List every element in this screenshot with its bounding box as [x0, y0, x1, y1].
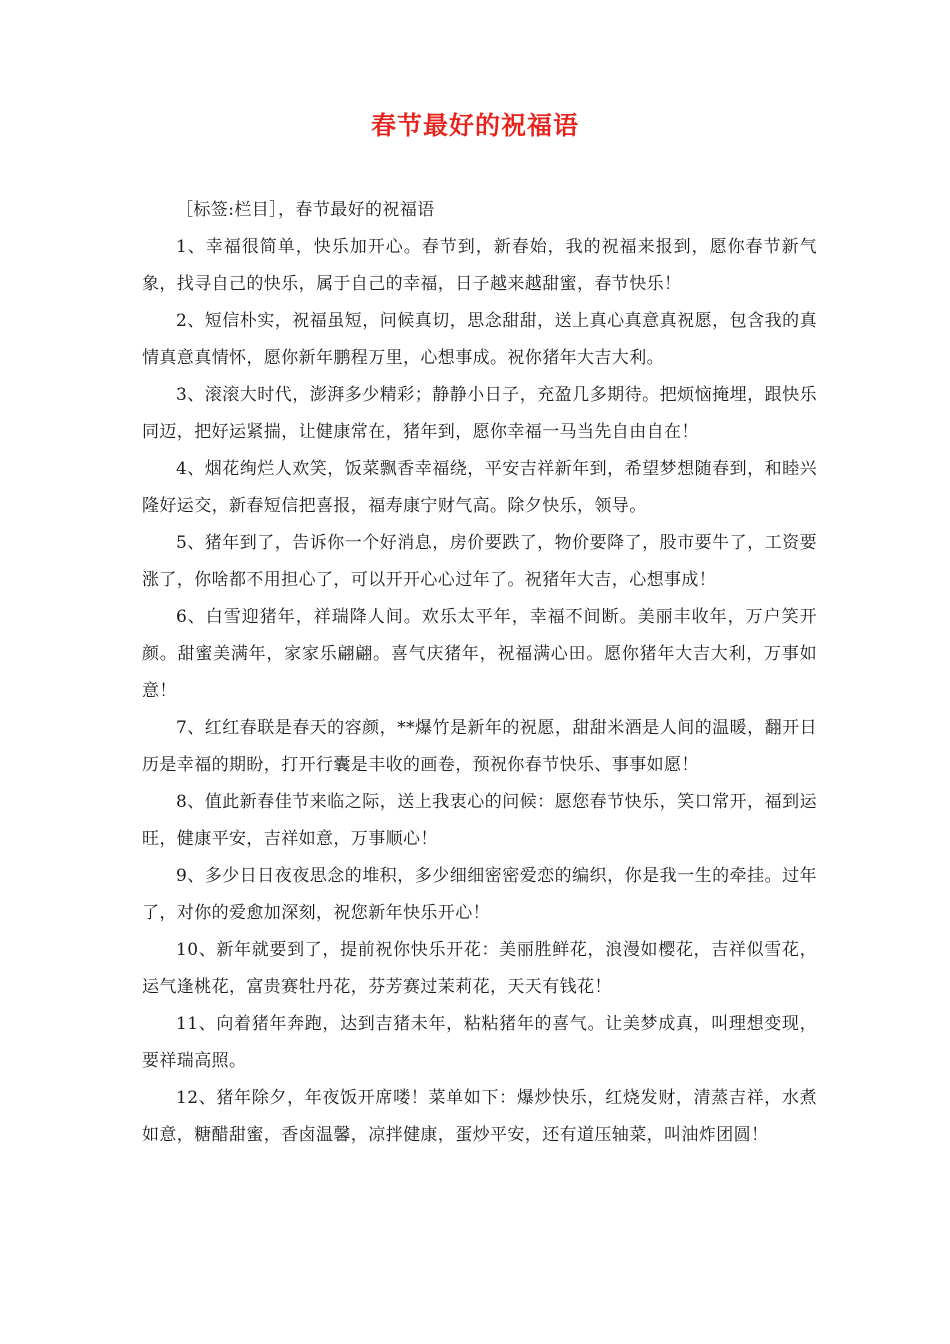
paragraph: 10、新年就要到了，提前祝你快乐开花：美丽胜鲜花，浪漫如樱花，吉祥似雪花，运气逢桃花，富贵赛牡丹花，芬芳赛过茉莉花，天天有钱花！: [142, 940, 817, 997]
paragraph: 4、烟花绚烂人欢笑，饭菜飘香幸福绕，平安吉祥新年到，希望梦想随春到，和睦兴隆好运交，新春短信把喜报，福寿康宁财气高。除夕快乐，领导。: [142, 459, 817, 516]
paragraph: 8、值此新春佳节来临之际，送上我衷心的问候：愿您春节快乐，笑口常开，福到运旺，健康平安，吉祥如意，万事顺心！: [142, 792, 817, 849]
paragraph: 11、向着猪年奔跑，达到吉猪未年，粘粘猪年的喜气。让美梦成真，叫理想变现，要祥瑞高照。: [142, 1014, 817, 1071]
paragraph: 3、滚滚大时代，澎湃多少精彩；静静小日子，充盈几多期待。把烦恼掩埋，跟快乐同迈，把好运紧揣，让健康常在，猪年到，愿你幸福一马当先自由自在！: [142, 385, 817, 442]
document-title: 春节最好的祝福语: [370, 111, 579, 140]
paragraph: 7、红红春联是春天的容颜，**爆竹是新年的祝愿，甜甜米酒是人间的温暖，翻开日历是幸福的期盼，打开行囊是丰收的画卷，预祝你春节快乐、事事如愿！: [142, 718, 817, 775]
paragraph: 5、猪年到了，告诉你一个好消息，房价要跌了，物价要降了，股市要牛了，工资要涨了，你啥都不用担心了，可以开开心心过年了。祝猪年大吉，心想事成！: [142, 533, 817, 590]
paragraph: 2、短信朴实，祝福虽短，问候真切，思念甜甜，送上真心真意真祝愿，包含我的真情真意真情怀，愿你新年鹏程万里，心想事成。祝你猪年大吉大利。: [142, 311, 817, 368]
tagline: ［标签:栏目］，春节最好的祝福语: [176, 200, 435, 220]
paragraph: 12、猪年除夕，年夜饭开席喽！菜单如下：爆炒快乐，红烧发财，清蒸吉祥，水煮如意，糖醋甜蜜，香卤温馨，凉拌健康，蛋炒平安，还有道压轴菜，叫油炸团圆！: [142, 1088, 817, 1145]
paragraph: 9、多少日日夜夜思念的堆积，多少细细密密爱恋的编织，你是我一生的牵挂。过年了，对你的爱愈加深刻，祝您新年快乐开心！: [142, 866, 817, 923]
paragraph: 1、幸福很简单，快乐加开心。春节到，新春始，我的祝福来报到，愿你春节新气象，找寻自己的快乐，属于自己的幸福，日子越来越甜蜜，春节快乐！: [142, 237, 817, 294]
document-body: [142, 192, 817, 1154]
paragraph: 6、白雪迎猪年，祥瑞降人间。欢乐太平年，幸福不间断。美丽丰收年，万户笑开颜。甜蜜美满年，家家乐翩翩。喜气庆猪年，祝福满心田。愿你猪年大吉大利，万事如意！: [142, 607, 817, 701]
